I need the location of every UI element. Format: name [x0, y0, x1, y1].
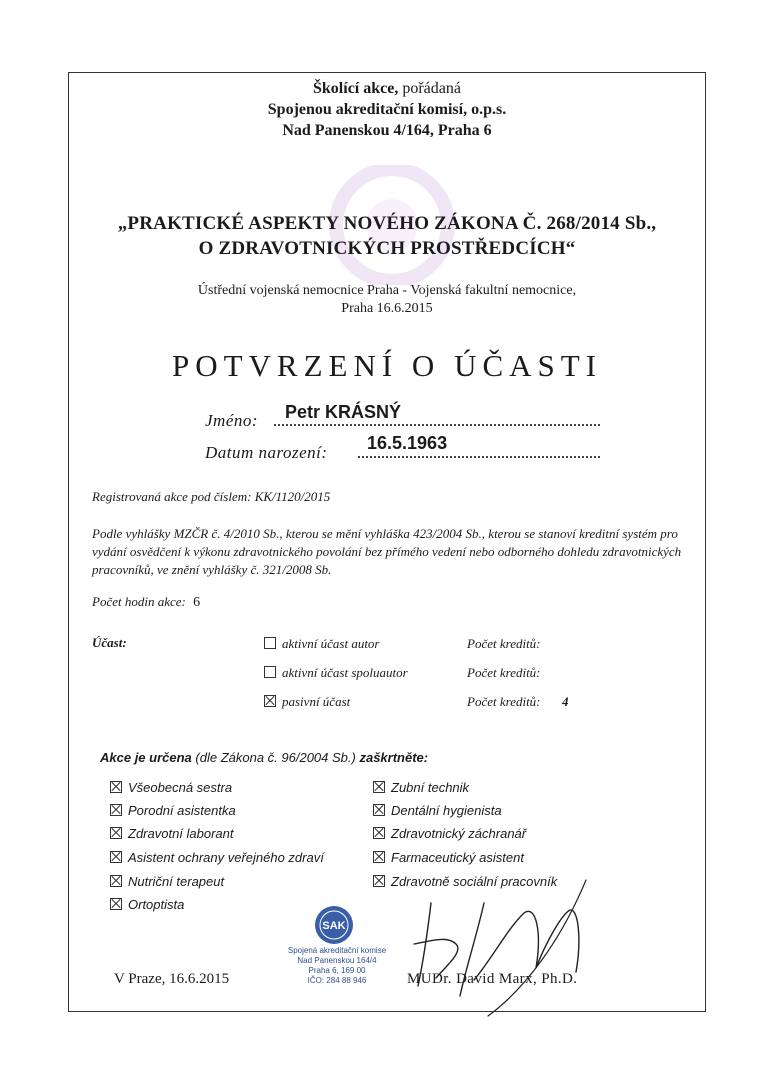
signatory-name: MUDr. David Marx, Ph.D.	[407, 971, 578, 987]
intended-right-item[interactable]: Zdravotnický záchranář	[373, 826, 526, 841]
checkbox-unchecked[interactable]	[264, 637, 276, 649]
checkbox-checked[interactable]	[110, 875, 122, 887]
intended-left-item[interactable]: Porodní asistentka	[110, 803, 236, 818]
name-dotted-line	[274, 424, 600, 426]
checkbox-checked[interactable]	[110, 804, 122, 816]
stamp-logo	[314, 905, 354, 950]
dob-label: Datum narození:	[205, 443, 328, 462]
intended-left-item[interactable]: Všeobecná sestra	[110, 780, 232, 795]
sak-logo-icon	[314, 905, 354, 945]
dob-value: 16.5.1963	[367, 433, 448, 453]
intended-right-item[interactable]: Dentální hygienista	[373, 803, 502, 818]
signature-icon	[396, 868, 596, 1018]
page-title: POTVRZENÍ O ÚČASTI	[171, 348, 603, 383]
intended-right-item[interactable]: Zdravotně sociální pracovník	[373, 874, 557, 889]
credits-value: 4	[562, 694, 569, 709]
organizer-line-3: Nad Panenskou 4/164, Praha 6	[282, 122, 492, 139]
regulation-paragraph: Podle vyhlášky MZČR č. 4/2010 Sb., kterou se mění vyhláška 423/2004 Sb., kterou se stanoví kreditní systém pro vydání osvědčení k výkonu zdravotnického povolání bez přímého vedení nebo odborného dohledu zdravotnických pracovníků, ve znění vyhlášky č. 321/2008 Sb.	[92, 526, 682, 577]
intended-left-item[interactable]: Ortoptista	[110, 897, 184, 912]
checkbox-checked[interactable]	[110, 781, 122, 793]
participation-label: Účast:	[92, 635, 127, 650]
name-value: Petr KRÁSNÝ	[285, 402, 402, 422]
credits-label: Počet kreditů:	[467, 665, 541, 680]
checkbox-checked[interactable]	[373, 804, 385, 816]
course-title-line-2: O ZDRAVOTNICKÝCH PROSTŘEDCÍCH“	[198, 238, 576, 259]
place-date: V Praze, 16.6.2015	[114, 971, 230, 987]
checkbox-checked[interactable]	[110, 851, 122, 863]
venue-line-1: Ústřední vojenská nemocnice Praha - Vojenská fakultní nemocnice,	[197, 283, 577, 298]
organizer-line-2: Spojenou akreditační komisí, o.p.s.	[267, 101, 507, 118]
participation-option-active-coauthor[interactable]: aktivní účast spoluautor	[264, 665, 408, 681]
intended-left-item[interactable]: Nutriční terapeut	[110, 874, 224, 889]
venue-line-2: Praha 16.6.2015	[341, 301, 433, 316]
hours-value: 6	[193, 595, 201, 610]
checkbox-checked[interactable]	[373, 851, 385, 863]
intended-left-item[interactable]: Zdravotní laborant	[110, 826, 234, 841]
intended-left-item[interactable]: Asistent ochrany veřejného zdraví	[110, 850, 324, 865]
checkbox-unchecked[interactable]	[264, 666, 276, 678]
organizer-line-1: Školící akce, pořádaná	[313, 80, 461, 97]
intended-right-item[interactable]: Farmaceutický asistent	[373, 850, 524, 865]
checkbox-checked[interactable]	[110, 898, 122, 910]
intended-for-lead: Akce je určena (dle Zákona č. 96/2004 Sb.) zaškrtněte:	[100, 750, 429, 765]
checkbox-checked[interactable]	[264, 695, 276, 707]
checkbox-checked[interactable]	[373, 781, 385, 793]
name-label: Jméno:	[205, 411, 259, 430]
dob-dotted-line	[358, 456, 600, 458]
svg-text:SAK: SAK	[322, 920, 346, 932]
credits-label: Počet kreditů:	[467, 694, 541, 709]
registration-number: Registrovaná akce pod číslem: KK/1120/2015	[92, 489, 331, 504]
participation-option-active-author[interactable]: aktivní účast autor	[264, 636, 380, 652]
hours-label: Počet hodin akce:	[92, 594, 186, 609]
credits-label: Počet kreditů:	[467, 636, 541, 651]
checkbox-checked[interactable]	[110, 827, 122, 839]
stamp-text: Spojená akreditační komise Nad Panenskou 164/4 Praha 6, 169 00 IČO: 284 88 946	[287, 946, 387, 985]
checkbox-checked[interactable]	[373, 875, 385, 887]
participation-option-passive[interactable]: pasivní účast	[264, 694, 350, 710]
hours-row	[92, 594, 200, 611]
checkbox-checked[interactable]	[373, 827, 385, 839]
intended-right-item[interactable]: Zubní technik	[373, 780, 469, 795]
course-title-line-1: „PRAKTICKÉ ASPEKTY NOVÉHO ZÁKONA Č. 268/2014 Sb.,	[117, 213, 657, 234]
